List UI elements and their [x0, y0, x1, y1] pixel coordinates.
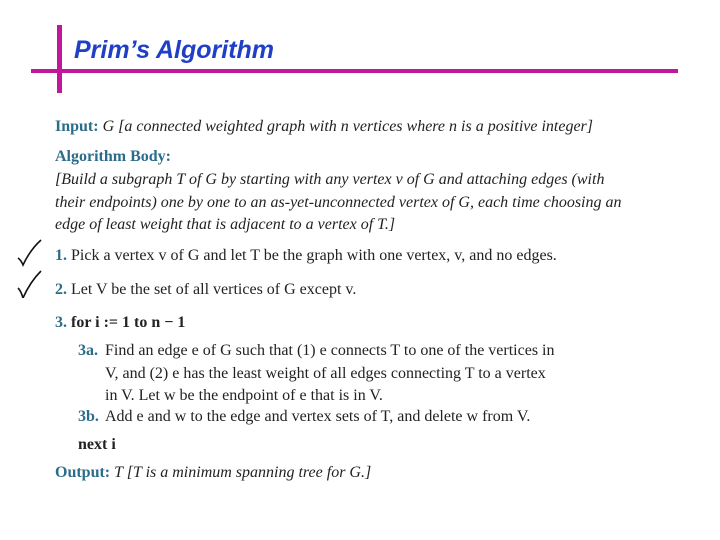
title-vertical-rule [57, 25, 62, 93]
step-3-text: for i := 1 to n − 1 [71, 314, 186, 331]
output-text: T [T is a minimum spanning tree for G.] [114, 464, 372, 481]
checkmark-icon [18, 271, 41, 298]
step-2 [55, 281, 356, 299]
step-1-number: 1. [55, 247, 67, 264]
output-label: Output: [55, 464, 111, 481]
step-3-number: 3. [55, 314, 67, 331]
checkmark-icon [18, 240, 41, 265]
input-line [55, 118, 593, 136]
step-3b-text: Add e and w to the edge and vertex sets of T, and delete w from V. [105, 408, 531, 425]
algorithm-body-label: Algorithm Body: [55, 148, 171, 165]
body-desc-line-3: edge of least weight that is adjacent to a vertex of T.] [55, 216, 396, 233]
step-3a-line-3: in V. Let w be the endpoint of e that is in V. [105, 387, 383, 404]
checkmark-icons [14, 238, 54, 298]
output-line [55, 464, 371, 482]
step-1-text: Pick a vertex v of G and let T be the graph with one vertex, v, and no edges. [71, 247, 557, 264]
title-horizontal-rule [31, 69, 678, 73]
step-3a-line-2: V, and (2) e has the least weight of all edges connecting T to a vertex [105, 365, 546, 382]
slide-title: Prim’s Algorithm [74, 36, 275, 64]
step-1 [55, 247, 557, 265]
step-3a-number: 3a. [78, 342, 98, 359]
step-2-number: 2. [55, 281, 67, 298]
step-3a-line-1: Find an edge e of G such that (1) e connects T to one of the vertices in [105, 342, 555, 359]
next-i-line: next i [78, 436, 116, 453]
body-desc-line-1: [Build a subgraph T of G by starting with any vertex v of G and attaching edges (with [55, 171, 605, 188]
input-label: Input: [55, 118, 99, 135]
step-2-text: Let V be the set of all vertices of G except v. [71, 281, 357, 298]
input-text: G [a connected weighted graph with n vertices where n is a positive integer] [102, 118, 594, 135]
step-3b-number: 3b. [78, 408, 99, 425]
body-desc-line-2: their endpoints) one by one to an as-yet-unconnected vertex of G, each time choosing an [55, 194, 622, 211]
step-3 [55, 314, 185, 332]
